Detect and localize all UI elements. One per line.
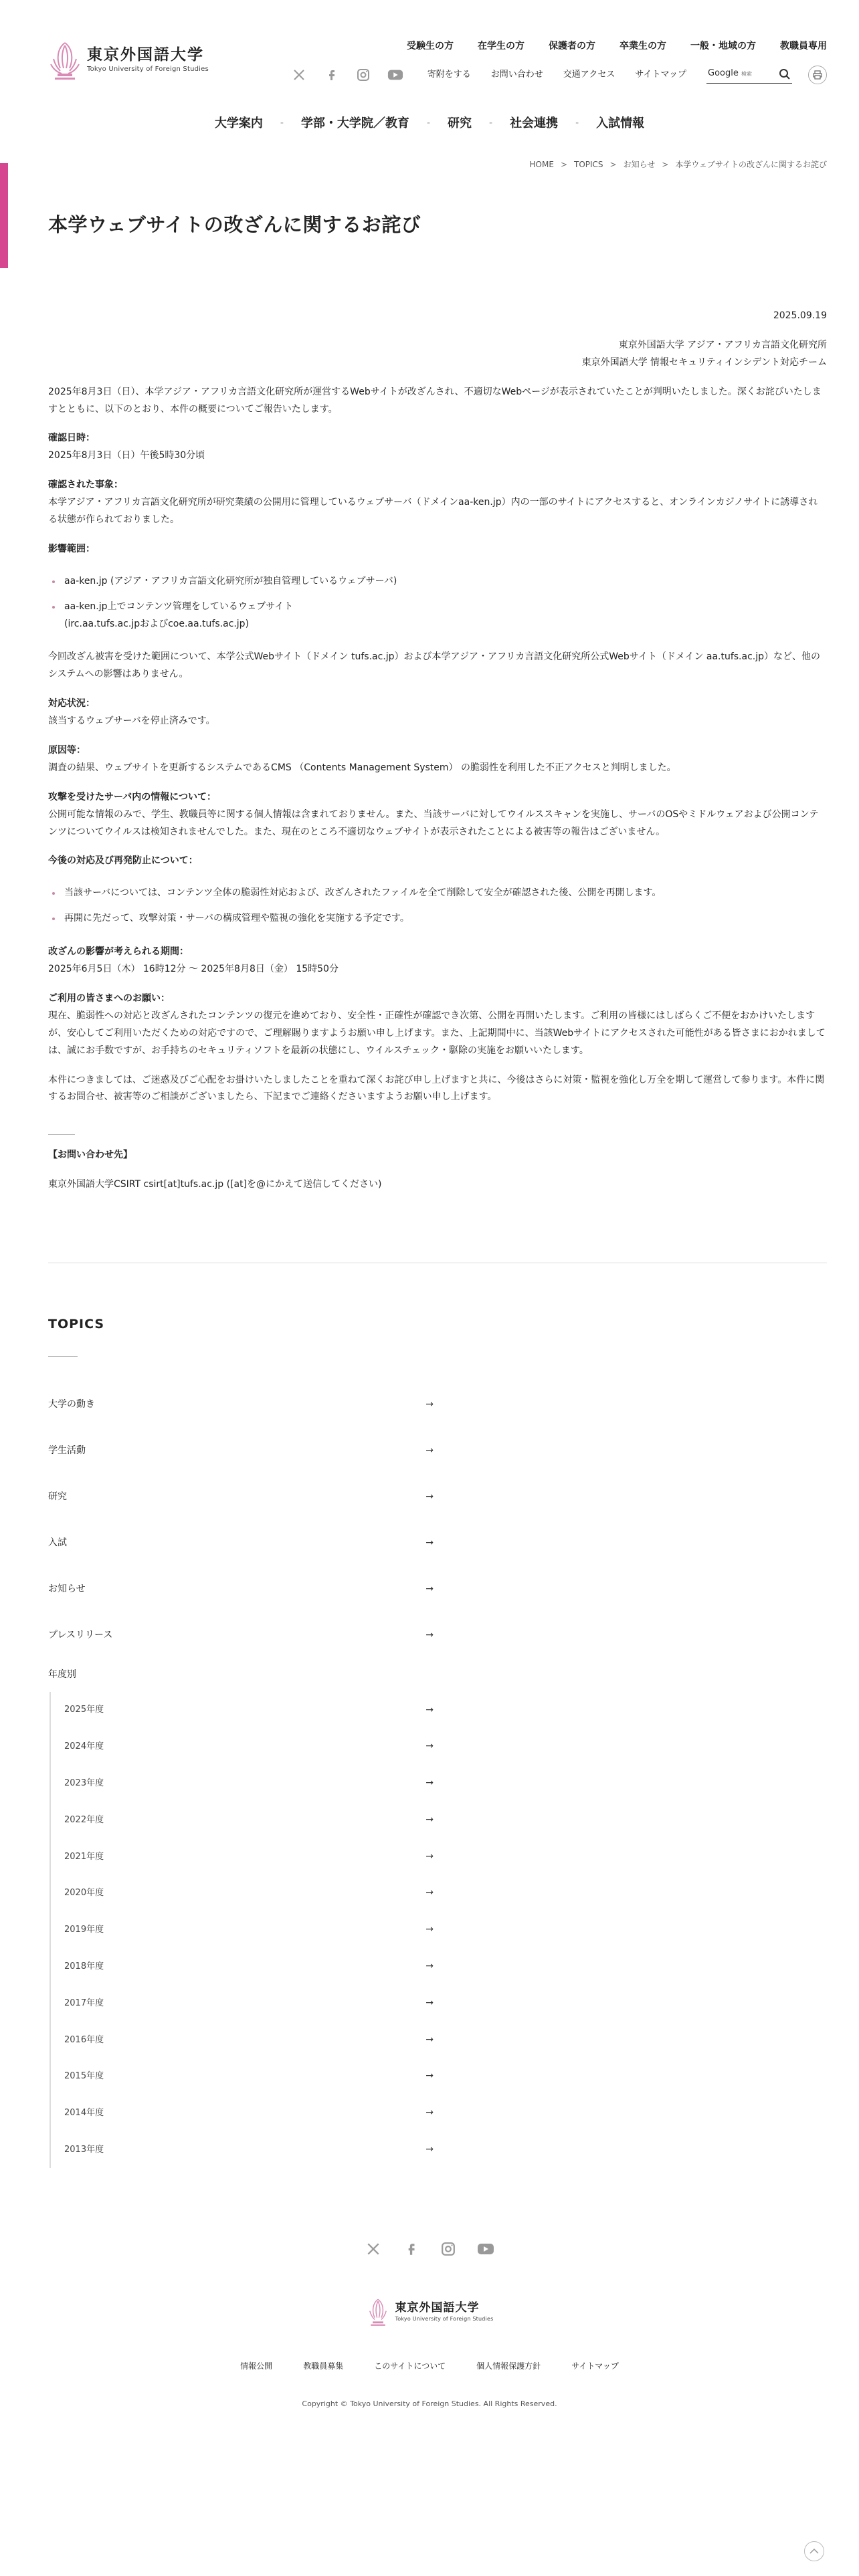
gnav-separator: - (426, 118, 430, 129)
list-item-subtext: (irc.aa.tufs.ac.jpおよびcoe.aa.tufs.ac.jp) (64, 618, 250, 629)
search-engine-label: Google (708, 68, 739, 79)
utility-nav (427, 68, 686, 82)
footer-link[interactable]: サイトマップ (571, 2361, 619, 2371)
topic-link[interactable] (48, 1474, 436, 1520)
issuer: 東京外国語大学 情報セキュリティインシデント対応チーム (581, 356, 827, 368)
topics-heading: TOPICS (48, 1317, 105, 1331)
audience-link[interactable]: 保護者の方 (549, 41, 595, 51)
year-link[interactable] (51, 1729, 436, 1765)
section-heading: 確認された事象： (48, 479, 123, 491)
section-heading: 今後の対応及び再発防止について： (48, 855, 198, 867)
year-label: 2021年度 (64, 1851, 104, 1862)
arrow-right-icon: → (425, 1537, 434, 1548)
contact-link[interactable]: お問い合わせ (490, 69, 543, 80)
year-link[interactable] (51, 2132, 436, 2169)
breadcrumb-news[interactable]: お知らせ (623, 160, 656, 169)
section-text: 2025年6月5日（木） 16時12分 ～ 2025年8月8日（金） 15時50分 (48, 964, 339, 975)
section-text: 調査の結果、ウェブサイトを更新するシステムであるCMS （Contents Management System） の脆弱性を利用した不正アクセスと判明しました。 (48, 762, 676, 773)
arrow-right-icon: → (425, 2107, 434, 2119)
section-text: 現在、脆弱性への対応と改ざんされたコンテンツの復元を進めており、安全性・正確性が確認でき次第、公開を再開いたします。ご利用の皆様にはしばらくご不便をおかけいたしますが、安心してご利用いただくための対応ですので、ご理解賜りますようお願い申し上げます。また、上記期間中に、当該Webサイトにアクセスされた可能性がある皆さまにおかれましては、誠にお手数ですが、お手持ちのセキュリティソフトを最新の状態にし、ウイルスチェック・駆除の実施をお願いいたします。 (48, 1010, 826, 1056)
audience-nav (407, 39, 827, 55)
topic-label: プレスリリース (48, 1629, 113, 1640)
publish-date: 2025.09.19 (773, 310, 827, 321)
gnav-separator: - (280, 118, 284, 129)
year-link[interactable] (51, 2095, 436, 2132)
arrow-right-icon: → (425, 1778, 434, 1789)
gnav-research[interactable]: 研究 (448, 116, 472, 130)
issuer: 東京外国語大学 アジア・アフリカ言語文化研究所 (618, 339, 827, 350)
year-label: 2018年度 (64, 1961, 104, 1971)
arrow-right-icon: → (425, 1924, 434, 1935)
contact-text: 東京外国語大学CSIRT csirt[at]tufs.ac.jp ([at]を@にかえて送信してください) (48, 1179, 382, 1190)
year-link[interactable] (51, 2058, 436, 2095)
footer-site-name-en: Tokyo University of Foreign Studies (395, 2315, 494, 2322)
section-text: 公開可能な情報のみで、学生、教職員等に関する個人情報は含まれておりません。また、当該サーバに対してウイルススキャンを実施し、サーバのOSやミドルウェアおよび公開コンテンツについてウイルスは検知されませんでした。また、現在のところ不適切なウェブサイトが表示されたことによる被害等の報告はございません。 (48, 809, 819, 837)
arrow-right-icon: → (425, 1491, 434, 1502)
arrow-right-icon: → (425, 1961, 434, 1972)
year-label: 2014年度 (64, 2108, 104, 2119)
audience-link[interactable]: 一般・地域の方 (690, 41, 756, 51)
footer-link[interactable]: 情報公開 (240, 2361, 273, 2371)
arrow-right-icon: → (425, 1398, 434, 1410)
utility-bar (291, 66, 827, 84)
year-link[interactable] (51, 1802, 436, 1838)
section-heading: 原因等： (48, 745, 86, 756)
audience-link[interactable]: 卒業生の方 (619, 41, 666, 51)
year-label: 2024年度 (64, 1741, 104, 1752)
search-label (708, 66, 752, 81)
arrow-right-icon: → (425, 1629, 434, 1640)
topic-label: 大学の動き (48, 1398, 95, 1410)
arrow-right-icon: → (425, 2144, 434, 2155)
footer-link[interactable]: このサイトについて (374, 2361, 446, 2371)
issuers (48, 337, 827, 372)
year-label: 2017年度 (64, 1998, 104, 2008)
year-label: 2019年度 (64, 1925, 104, 1935)
breadcrumb-home[interactable]: HOME (529, 160, 554, 169)
year-link[interactable] (51, 1692, 436, 1729)
social-links (291, 67, 403, 83)
topic-label: 入試 (48, 1537, 67, 1548)
section-text: 2025年8月3日（日）午後5時30分頃 (48, 450, 205, 461)
year-label: 2023年度 (64, 1778, 104, 1788)
gnav-admissions[interactable]: 入試情報 (596, 116, 645, 130)
footer-social-links (0, 2240, 859, 2258)
breadcrumb-separator: > (560, 160, 567, 169)
list-item: 当該サーバについては、コンテンツ全体の脆弱性対応および、改ざんされたファイルを全て削除して安全が確認された後、公開を再開します。 (48, 885, 827, 902)
x-icon[interactable] (291, 67, 307, 83)
section-text: 該当するウェブサーバを停止済みです。 (48, 716, 215, 727)
year-list (50, 1692, 436, 2168)
facebook-icon[interactable] (323, 67, 339, 83)
footer-link[interactable]: 教職員募集 (303, 2361, 344, 2371)
contact-title: 【お問い合わせ先】 (48, 1150, 132, 1161)
footer-logo[interactable] (0, 2296, 859, 2327)
year-label: 2022年度 (64, 1814, 104, 1825)
search-icon[interactable] (779, 68, 791, 80)
year-link[interactable] (51, 1985, 436, 2022)
year-label: 2015年度 (64, 2071, 104, 2082)
topics-nav (48, 1382, 436, 2168)
site-header (0, 0, 859, 130)
list-item-text: aa-ken.jp上でコンテンツ管理をしているウェブサイト (64, 601, 294, 612)
donate-link[interactable]: 寄附をする (427, 69, 471, 80)
closing-paragraph: 本件につきましては、ご迷惑及びご心配をお掛けいたしましたことを重ねて深くお詫び申し上げますと共に、今後はさらに対策・監視を強化し万全を期して運営して参ります。本件に関するお問合せ、被害等のご相談がございましたら、下記までご連絡くださいますようお願い申し上げます。 (48, 1074, 825, 1103)
section-heading: 攻撃を受けたサーバ内の情報について： (48, 791, 217, 802)
year-label: 2016年度 (64, 2034, 104, 2045)
year-link[interactable] (51, 1912, 436, 1949)
list-item: 再開に先だって、攻撃対策・サーバの構成管理や監視の強化を実施する予定です。 (48, 910, 827, 928)
site-name-en: Tokyo University of Foreign Studies (87, 65, 209, 73)
topic-link[interactable] (48, 1612, 436, 1658)
arrow-right-icon: → (425, 1741, 434, 1752)
gnav-about[interactable]: 大学案内 (214, 116, 263, 130)
printer-icon (813, 70, 822, 80)
intro-paragraph: 2025年8月3日（日）、本学アジア・アフリカ言語文化研究所が運営するWebサイトが改ざんされ、不適切なWebページが表示されていたことが判明いたしました。深くお詫びいたしますとともに、以下のとおり、本件の概要についてご報告いたします。 (48, 386, 822, 415)
list-item (48, 599, 827, 633)
topic-link[interactable] (48, 1566, 436, 1612)
arrow-right-icon: → (425, 1704, 434, 1715)
section-text: 本学アジア・アフリカ言語文化研究所が研究業績の公開用に管理しているウェブサーバ（ドメインaa-ken.jp）内の一部のサイトにアクセスすると、オンラインカジノサイトに誘導される状態が作られておりました。 (48, 497, 818, 526)
youtube-icon[interactable] (387, 67, 403, 83)
footer-site-name-ja: 東京外国語大学 (395, 2301, 480, 2315)
topic-label: 学生活動 (48, 1444, 86, 1456)
x-icon[interactable] (365, 2240, 382, 2258)
breadcrumb-topics[interactable]: TOPICS (574, 160, 603, 169)
arrow-right-icon: → (425, 1997, 434, 2008)
topics-underline (48, 1356, 78, 1357)
arrow-right-icon: → (425, 2070, 434, 2082)
contact-divider (48, 1134, 75, 1135)
year-label: 2013年度 (64, 2144, 104, 2155)
footer-nav (0, 2359, 859, 2373)
section-heading: 改ざんの影響が考えられる期間： (48, 946, 189, 958)
future-list (48, 885, 827, 928)
footer-link[interactable]: 個人情報保護方針 (476, 2361, 541, 2371)
global-nav (0, 114, 859, 134)
youtube-icon[interactable] (477, 2240, 494, 2258)
arrow-right-icon: → (425, 2034, 434, 2045)
site-logo[interactable] (48, 39, 209, 82)
year-link[interactable] (51, 1949, 436, 1985)
instagram-icon[interactable] (440, 2240, 457, 2258)
page-title: 本学ウェブサイトの改ざんに関するお詫び (48, 213, 421, 236)
year-label: 2020年度 (64, 1888, 104, 1899)
section-heading: 対応状況： (48, 698, 95, 710)
facebook-icon[interactable] (402, 2240, 419, 2258)
page-top-button[interactable] (804, 2541, 824, 2561)
breadcrumb (530, 158, 827, 171)
search-small-label: 検索 (741, 71, 752, 78)
gnav-education[interactable]: 学部・大学院／教育 (300, 116, 409, 130)
section-heading: ご利用の皆さまへのお願い： (48, 992, 170, 1004)
list-item: aa-ken.jp (アジア・アフリカ言語文化研究所が独自管理しているウェブサーバ) (48, 573, 827, 591)
access-link[interactable]: 交通アクセス (563, 69, 615, 80)
topic-label: お知らせ (48, 1583, 86, 1594)
gnav-separator: - (575, 118, 579, 129)
arrow-right-icon: → (425, 1887, 434, 1899)
print-button[interactable] (808, 66, 827, 84)
scope-list (48, 573, 827, 633)
audience-link[interactable]: 在学生の方 (478, 41, 524, 51)
chevron-up-icon (809, 2548, 819, 2555)
university-emblem-icon (48, 39, 82, 82)
instagram-icon[interactable] (355, 67, 371, 83)
breadcrumb-separator: > (609, 160, 617, 169)
year-link[interactable] (51, 2022, 436, 2058)
site-name-ja: 東京外国語大学 (87, 46, 204, 64)
university-emblem-icon (366, 2296, 390, 2327)
topic-link[interactable] (48, 1382, 436, 1428)
breadcrumb-separator: > (662, 160, 669, 169)
gnav-social[interactable]: 社会連携 (510, 116, 559, 130)
year-link[interactable] (51, 1838, 436, 1875)
search-input[interactable] (706, 66, 792, 83)
title-accent-bar (0, 163, 8, 268)
section-heading: 確認日時： (48, 433, 95, 444)
year-heading: 年度別 (48, 1669, 76, 1681)
arrow-right-icon: → (425, 1850, 434, 1862)
section-heading: 影響範囲： (48, 543, 95, 554)
year-link[interactable] (51, 1875, 436, 1912)
breadcrumb-current: 本学ウェブサイトの改ざんに関するお詫び (675, 160, 827, 169)
gnav-separator: - (489, 118, 493, 129)
arrow-right-icon: → (425, 1814, 434, 1825)
audience-link[interactable]: 教職員専用 (780, 41, 827, 51)
arrow-right-icon: → (425, 1444, 434, 1456)
arrow-right-icon: → (425, 1583, 434, 1594)
year-label: 2025年度 (64, 1705, 104, 1715)
year-link[interactable] (51, 1765, 436, 1802)
copyright: Copyright © Tokyo University of Foreign Studies. All Rights Reserved. (302, 2399, 557, 2408)
sitemap-link[interactable]: サイトマップ (635, 69, 686, 80)
audience-link[interactable]: 受験生の方 (407, 41, 454, 51)
topic-label: 研究 (48, 1491, 67, 1502)
topic-link[interactable] (48, 1428, 436, 1474)
section-text: 今回改ざん被害を受けた範囲について、本学公式Webサイト（ドメイン tufs.ac.jp）および本学アジア・アフリカ言語文化研究所公式Webサイト（ドメイン aa.tufs.ac.jp）など、他のシステムへの影響はありません。 (48, 651, 821, 680)
article-body (48, 308, 827, 1206)
topic-link[interactable] (48, 1520, 436, 1566)
